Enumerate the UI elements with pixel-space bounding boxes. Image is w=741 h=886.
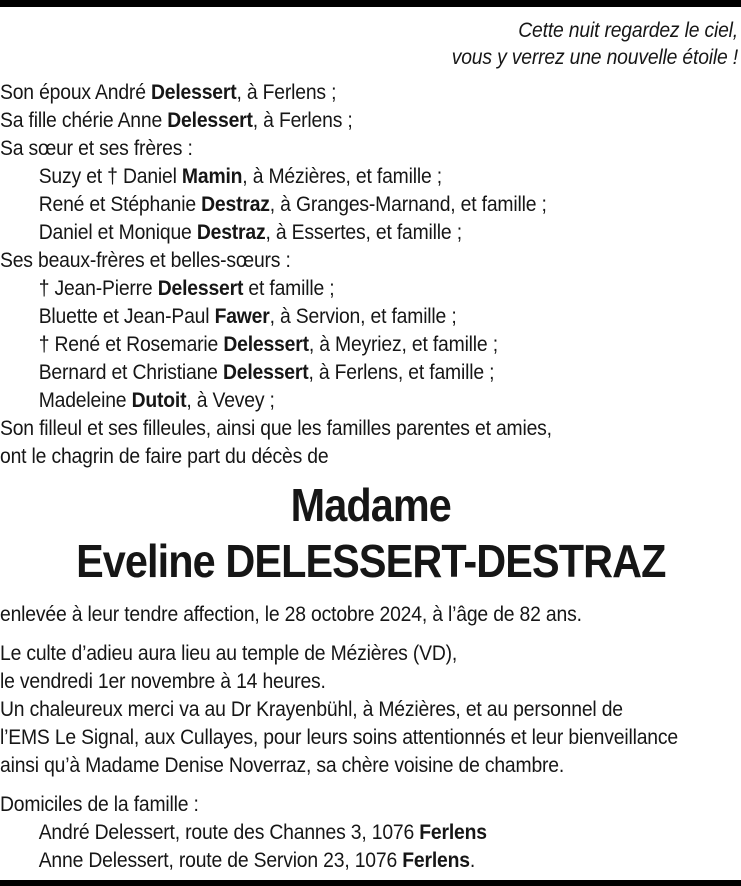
text-run: René et Stéphanie — [38, 192, 202, 216]
text-run: , à Ferlens ; — [252, 108, 353, 132]
text-run: † René et Rosemarie — [38, 332, 224, 356]
text-run: ont le chagrin de faire part du décès de — [0, 444, 329, 468]
surname-emphasis: Fawer — [214, 304, 270, 328]
text-run: Madeleine — [38, 388, 132, 412]
text-line — [0, 274, 741, 302]
text-line — [0, 386, 741, 414]
text-line — [0, 358, 741, 386]
text-line — [0, 414, 741, 442]
text-run: , à Meyriez, et famille ; — [308, 332, 498, 356]
surname-emphasis: Dutoit — [131, 388, 187, 412]
text-line — [0, 846, 741, 874]
text-run: Bernard et Christiane — [38, 360, 223, 384]
text-run: enlevée à leur tendre affection, le 28 octobre 2024, à l’âge de 82 ans. — [0, 602, 582, 626]
text-line — [0, 302, 741, 330]
surname-emphasis: Delessert — [167, 108, 253, 132]
text-run: Anne Delessert, route de Servion 23, 1076 — [38, 848, 403, 872]
text-line — [0, 106, 741, 134]
text-run: Son époux André — [0, 80, 151, 104]
surname-emphasis: Destraz — [196, 220, 266, 244]
text-run: l’EMS Le Signal, aux Cullayes, pour leurs soins attentionnés et leur bienveillance — [0, 725, 678, 749]
text-line — [0, 723, 741, 751]
text-run: , à Ferlens, et famille ; — [308, 360, 495, 384]
text-run: Ses beaux-frères et belles-sœurs : — [0, 248, 291, 272]
text-run: Bluette et Jean-Paul — [38, 304, 215, 328]
surname-emphasis: Delessert — [150, 80, 237, 104]
ceremony-details — [0, 600, 741, 874]
text-line — [0, 751, 741, 779]
text-run: le vendredi 1er novembre à 14 heures. — [0, 669, 326, 693]
text-run: , à Mézières, et famille ; — [242, 164, 442, 188]
text-line — [0, 330, 741, 358]
text-line — [0, 639, 741, 667]
text-run: , à Servion, et famille ; — [269, 304, 457, 328]
text-run: Daniel et Monique — [38, 220, 197, 244]
top-border — [0, 0, 741, 7]
text-line — [0, 818, 741, 846]
text-run: Le culte d’adieu aura lieu au temple de Mézières (VD), — [0, 641, 458, 665]
text-run: Sa sœur et ses frères : — [0, 136, 193, 160]
text-run: , à Vevey ; — [186, 388, 275, 412]
surname-emphasis: Ferlens — [419, 820, 487, 844]
text-run: Domiciles de la famille : — [0, 792, 199, 816]
text-run: Suzy et † Daniel — [38, 164, 182, 188]
text-line — [0, 246, 741, 274]
text-run: et famille ; — [243, 276, 335, 300]
surname-emphasis: Delessert — [157, 276, 244, 300]
bottom-border — [0, 880, 741, 886]
text-run: Sa fille chérie Anne — [0, 108, 168, 132]
text-line — [0, 790, 741, 818]
surname-emphasis: Delessert — [222, 360, 309, 384]
surname-emphasis: Delessert — [223, 332, 309, 356]
obituary-notice — [0, 7, 741, 874]
text-line — [0, 442, 741, 470]
paragraph — [0, 790, 741, 874]
epigraph-line: Cette nuit regardez le ciel, — [518, 18, 738, 42]
surname-emphasis: Ferlens — [402, 848, 470, 872]
title-prefix: Madame — [290, 479, 451, 531]
text-run: , à Ferlens ; — [236, 80, 337, 104]
paragraph — [0, 600, 741, 628]
text-run: André Delessert, route des Channes 3, 1076 — [38, 820, 420, 844]
surname-emphasis: Mamin — [181, 164, 243, 188]
text-line — [0, 218, 741, 246]
text-run: , à Essertes, et famille ; — [265, 220, 462, 244]
text-run: Un chaleureux merci va au Dr Krayenbühl, à Mézières, et au personnel de — [0, 697, 623, 721]
text-line — [0, 600, 741, 628]
text-line — [0, 78, 741, 106]
paragraph — [0, 639, 741, 779]
text-line — [0, 190, 741, 218]
deceased-title — [0, 477, 741, 589]
text-run: . — [469, 848, 476, 872]
text-run: Son filleul et ses filleules, ainsi que les familles parentes et amies, — [0, 416, 552, 440]
text-line — [0, 695, 741, 723]
epigraph — [0, 17, 741, 71]
surname-emphasis: Destraz — [201, 192, 270, 216]
text-line — [0, 162, 741, 190]
text-line — [0, 134, 741, 162]
family-announcement — [0, 78, 741, 470]
deceased-name: Eveline DELESSERT-DESTRAZ — [76, 535, 666, 587]
epigraph-line: vous y verrez une nouvelle étoile ! — [451, 45, 738, 69]
text-line — [0, 667, 741, 695]
text-run: ainsi qu’à Madame Denise Noverraz, sa chère voisine de chambre. — [0, 753, 565, 777]
text-run: † Jean-Pierre — [38, 276, 158, 300]
text-run: , à Granges-Marnand, et famille ; — [269, 192, 547, 216]
